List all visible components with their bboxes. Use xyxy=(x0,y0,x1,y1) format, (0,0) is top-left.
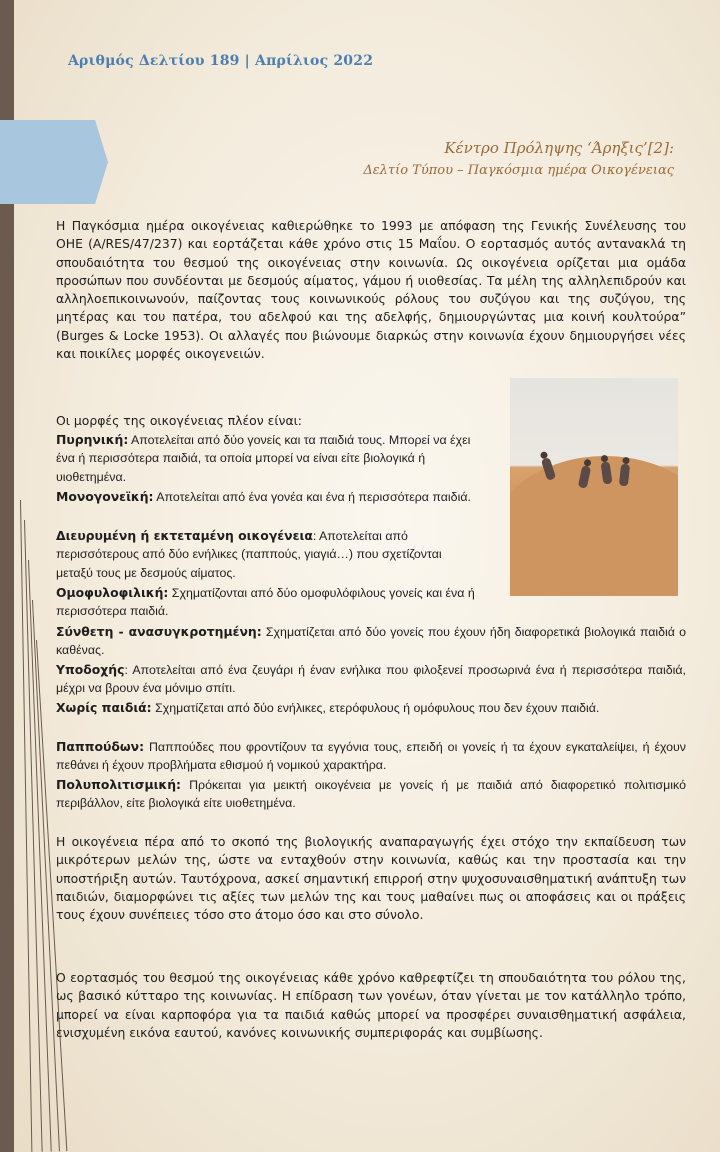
page-subtitle: Δελτίο Τύπου – Παγκόσμια ημέρα Οικογένειας xyxy=(363,163,674,178)
page-title: Κέντρο Πρόληψης ‘Άρηξις’[2]: xyxy=(444,139,674,157)
people-jumping-on-dune-photo xyxy=(510,378,678,596)
form-definition: Σχηματίζονται από δύο ομοφυλόφιλους γονείς και ένα ή περισσότερα παιδιά. xyxy=(56,586,475,619)
form-definition: : Αποτελείται από ένα ζευγάρι ή έναν ενήλικα που φιλοξενεί προσωρινά ένα ή περισσότερα παιδιά, μέχρι να βρουν ένα μόνιμο σπίτι. xyxy=(56,663,686,696)
form-term: Υποδοχής xyxy=(56,662,125,677)
form-term: Ομοφυλοφιλική: xyxy=(56,585,169,600)
form-definition: Αποτελείται από ένα γονέα και ένα ή περισσότερα παιδιά. xyxy=(153,490,471,504)
form-term: Σύνθετη - ανασυγκροτημένη: xyxy=(56,624,262,639)
form-definition: Σχηματίζεται από δύο γονείς που έχουν ήδη διαφορετικά βιολογικά παιδιά ο καθένας. xyxy=(56,625,687,658)
forms-intro: Οι μορφές της οικογένειας πλέον είναι: xyxy=(56,413,302,428)
form-term: Παππούδων: xyxy=(56,739,145,754)
issue-header: Αριθμός Δελτίου 189 | Απρίλιος 2022 xyxy=(68,53,374,69)
form-term: Πολυπολιτισμική: xyxy=(56,777,181,792)
form-item xyxy=(56,488,476,506)
form-definition: Παππούδες που φροντίζουν τα εγγόνια τους, επειδή οι γονείς ή τα έχουν εγκαταλείψει, ή έχουν πεθάνει ή έχουν προβλήματα εθισμού ή νομικού χαρακτήρα. xyxy=(56,740,686,773)
form-item xyxy=(56,661,686,698)
form-term: Μονογονεϊκή: xyxy=(56,489,154,504)
form-item xyxy=(56,431,476,486)
form-term: Χωρίς παιδιά: xyxy=(56,700,152,715)
form-definition: Σχηματίζεται από δύο ενήλικες, ετερόφυλους ή ομόφυλους που δεν έχουν παιδιά. xyxy=(151,701,600,715)
form-item xyxy=(56,738,686,775)
family-purpose-paragraph: Η οικογένεια πέρα από το σκοπό της βιολογικής αναπαραγωγής έχει στόχο την εκπαίδευση των μικρότερων μελών της, ώστε να ενταχθούν στην κοινωνία, καθώς και την προστασία και την υποστήριξη αυτών. Ταυτόχρονα, ασκεί σημαντική επιρροή στην ψυχοσυναισθηματική ανάπτυξη των παιδιών, διαμορφώνει τις αξίες των μελών της και τους μαθαίνει πως οι αποφάσεις και οι πράξεις τους έχουν συνέπειες τόσο στο άτομο όσο και στο σύνολο. xyxy=(56,834,686,923)
form-item xyxy=(56,527,476,582)
form-definition: Αποτελείται από δύο γονείς και τα παιδιά τους. Μπορεί να έχει ένα ή περισσότερα παιδιά, τα οποία μπορεί να είναι είτε βιολογικά ή υιοθετημένα. xyxy=(56,433,471,484)
form-item xyxy=(56,584,476,621)
celebration-paragraph: Ο εορτασμός του θεσμού της οικογένειας κάθε χρόνο καθρεφτίζει τη σπουδαιότητα του ρόλου της, ως βασικό κύτταρο της κοινωνίας. Η επίδραση των γονέων, όταν γίνεται με τον κατάλληλο τρόπο, μπορεί να είναι καρποφόρα για τα παιδιά καθώς μπορεί να προσφέρει συναισθηματική ασφάλεια, ενισχυμένη εικόνα εαυτού, κανόνες κοινωνικής συμπεριφοράς και συμβίωσης. xyxy=(56,970,686,1040)
intro-paragraph: Η Παγκόσμια ημέρα οικογένειας καθιερώθηκε το 1993 με απόφαση της Γενικής Συνέλευσης του ΟΗΕ (A/RES/47/237) και εορτάζεται κάθε χρόνο στις 15 Μαΐου. Ο εορτασμός αυτός αντανακλά τη σπουδαιότητα του θεσμού της οικογένειας στην κοινωνία. Ως οικογένεια ορίζεται μια ομάδα προσώπων που συνδέονται με δεσμούς αίματος, γάμου ή υιοθεσίας. Τα μέλη της αλληλεπιδρούν και αλληλοεπικοινωνούν, παίζοντας τους κοινωνικούς ρόλους του συζύγου και της συζύγου, της μητέρας και του πατέρα, του αδελφού και της αδελφής, δημιουργώντας μια κοινή κουλτούρα” (Burges & Locke 1953). Οι αλλαγές που βιώνουμε διαρκώς στην κοινωνία έχουν δημιουργήσει νέες και ποικίλες μορφές οικογενειών. xyxy=(56,218,686,362)
form-item xyxy=(56,776,686,813)
form-definition: Πρόκειται για μεικτή οικογένεια με γονείς ή με παιδιά από διαφορετικό πολιτισμικό περιβάλλον, είτε βιολογικά είτε υιοθετημένα. xyxy=(56,778,686,811)
form-item xyxy=(56,699,686,717)
form-term: Διευρυμένη ή εκτεταμένη οικογένεια xyxy=(56,528,313,543)
form-term: Πυρηνική: xyxy=(56,432,129,447)
blue-chevron-decoration xyxy=(0,120,108,204)
form-definition: : Αποτελείται από περισσότερους από δύο ενήλικες (παππούς, γιαγιά…) που σχετίζονται μεταξύ τους με δεσμούς αίματος. xyxy=(56,529,442,580)
sand-dune xyxy=(510,456,678,596)
form-item xyxy=(56,623,686,660)
